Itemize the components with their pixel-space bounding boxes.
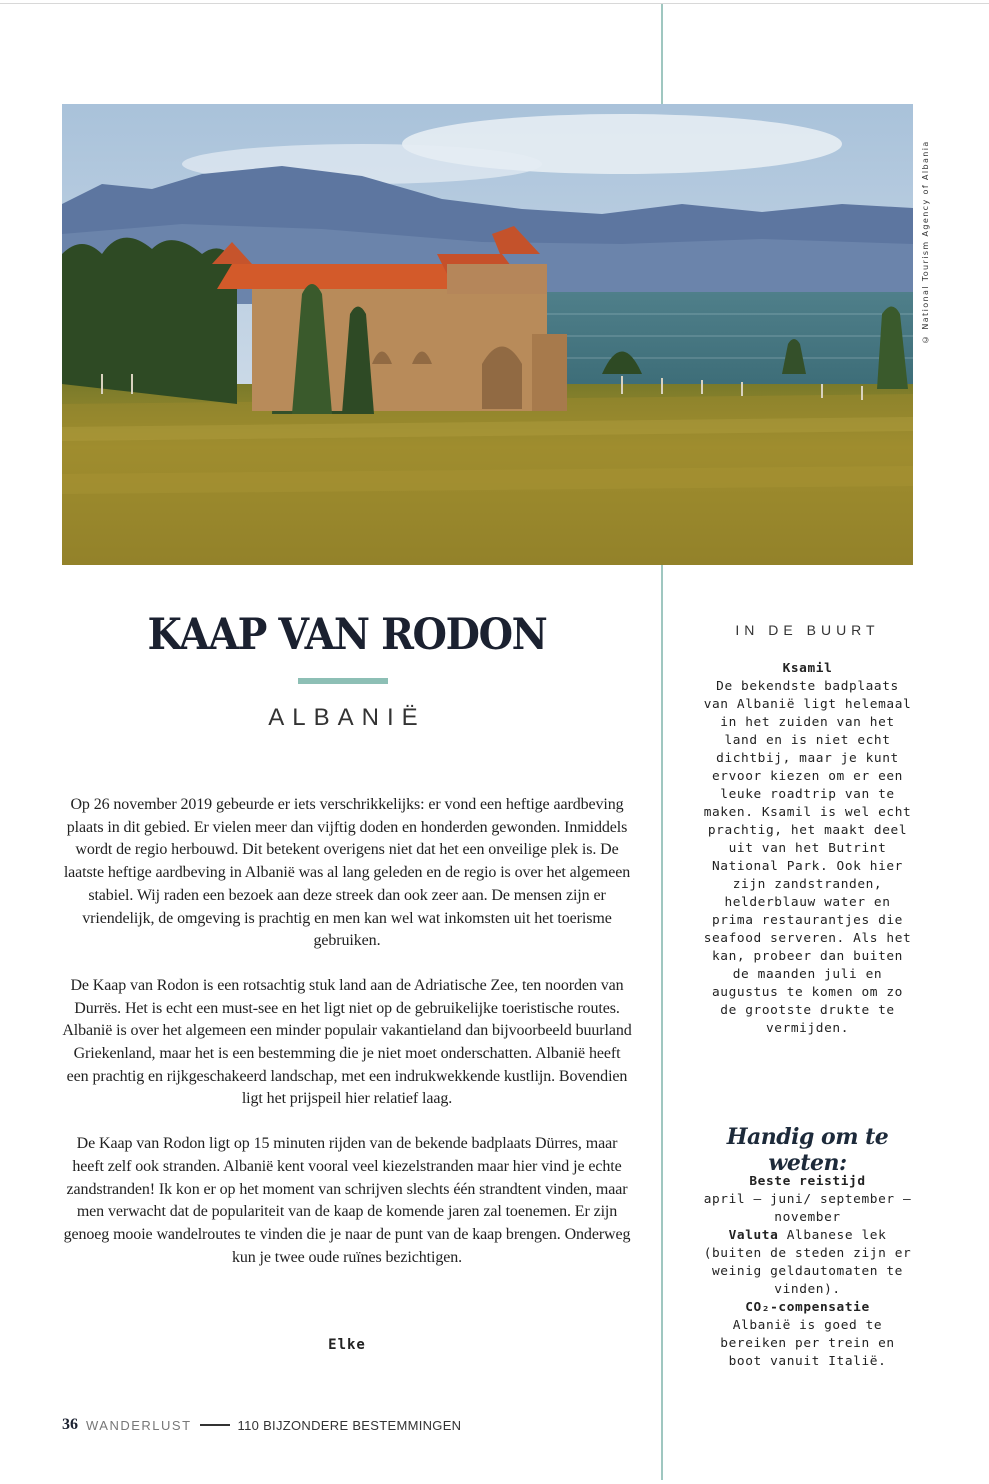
footer-tagline: 110 BIJZONDERE BESTEMMINGEN bbox=[237, 1417, 462, 1433]
church-landscape-photo bbox=[62, 104, 913, 565]
reistijd-label: Beste reistijd bbox=[749, 1174, 866, 1189]
ksamil-text: De bekendste badplaats van Albanië ligt helemaal in het zuiden van het land en is niet echt dichtbij, maar je kunt ervoor kiezen om er een leuke roadtrip van te maken. Ksamil is wel echt prachtig, het maakt deel uit van het Butrint National Park. Ook hier zijn zandstranden, helderblauw water en prima restaurantjes die seafood serveren. Als het kan, probeer dan buiten de maanden juli en augustus te komen om zo de grootste drukte te vermijden. bbox=[703, 679, 912, 1036]
body-paragraph-1: Op 26 november 2019 gebeurde er iets verschrikkelijks: er vond een heftige aardbeving plaats in dit gebied. Er vielen meer dan vijftig doden en honderden gewonden. Inmiddels wordt de regio herbouwd. Dit betekent overigens niet dat het een onveilige plek is. De laatste heftige aardbeving in Albanië was al lang geleden en de regio is over het algemeen stabiel. Wij raden een bezoek aan deze streek dan ook zeer aan. De mensen zijn er vriendelijk, de omgeving is prachtig en men kan wel wat inkomsten uit het toerisme gebruiken. bbox=[63, 796, 631, 950]
article-author: Elke bbox=[328, 1337, 366, 1353]
article-title: KAAP VAN RODON bbox=[147, 610, 547, 660]
sidebar-ksamil bbox=[700, 660, 915, 1038]
page-footer bbox=[62, 1414, 461, 1436]
title-accent-bar bbox=[298, 678, 388, 684]
valuta-label: Valuta bbox=[728, 1228, 779, 1243]
article-body bbox=[62, 794, 632, 1291]
photo-credit: © National Tourism Agency of Albania bbox=[921, 140, 930, 344]
sidebar-facts bbox=[700, 1173, 915, 1371]
column-divider bbox=[661, 565, 663, 1480]
magazine-name: WANDERLUST bbox=[86, 1417, 192, 1433]
article-subtitle: ALBANIË bbox=[268, 704, 426, 731]
column-divider-top bbox=[661, 4, 663, 104]
body-paragraph-3: De Kaap van Rodon ligt op 15 minuten rijden van de bekende badplaats Dürres, maar heeft zelf ook stranden. Albanië kent vooral veel kiezelstranden maar hier vind je echte zandstranden! Ik kon er op het moment van schrijven slechts één strandtent vinden, maar men verwacht dat de populariteit van de kaap de komende jaren zal toenemen. Er zijn genoeg mooie wandelroutes te vinden die je naar de punt van de kaap brengen. Onderweg kun je twee oude ruïnes bezichtigen. bbox=[63, 1135, 631, 1266]
handig-heading: Handig om te weten: bbox=[726, 1124, 889, 1176]
page-number: 36 bbox=[62, 1416, 78, 1433]
co2-value: Albanië is goed te bereiken per trein en boot vanuit Italië. bbox=[720, 1318, 895, 1369]
valuta-value: Albanese lek (buiten de steden zijn er weinig geldautomaten te vinden). bbox=[703, 1228, 912, 1297]
reistijd-value: april – juni/ september – november bbox=[703, 1192, 912, 1225]
footer-dash bbox=[200, 1424, 230, 1426]
body-paragraph-2: De Kaap van Rodon is een rotsachtig stuk land aan de Adriatische Zee, ten noorden van Durrës. Het is echt een must-see en het ligt niet op de gebruikelijke toeristische routes. Albanië is over het algemeen een minder populair vakantieland dan bijvoorbeeld buurland Griekenland, maar het is een bestemming die je niet moet onderschatten. Albanië heeft een prachtig en rijkgeschakeerd landschap, met een indrukwekkende kustlijn. Bovendien ligt het prijspeil hier relatief laag. bbox=[62, 976, 632, 1108]
co2-label: CO₂-compensatie bbox=[745, 1300, 870, 1315]
page-top-edge bbox=[0, 3, 989, 4]
sidebar-heading: IN DE BUURT bbox=[735, 622, 880, 638]
ksamil-title: Ksamil bbox=[782, 661, 833, 676]
